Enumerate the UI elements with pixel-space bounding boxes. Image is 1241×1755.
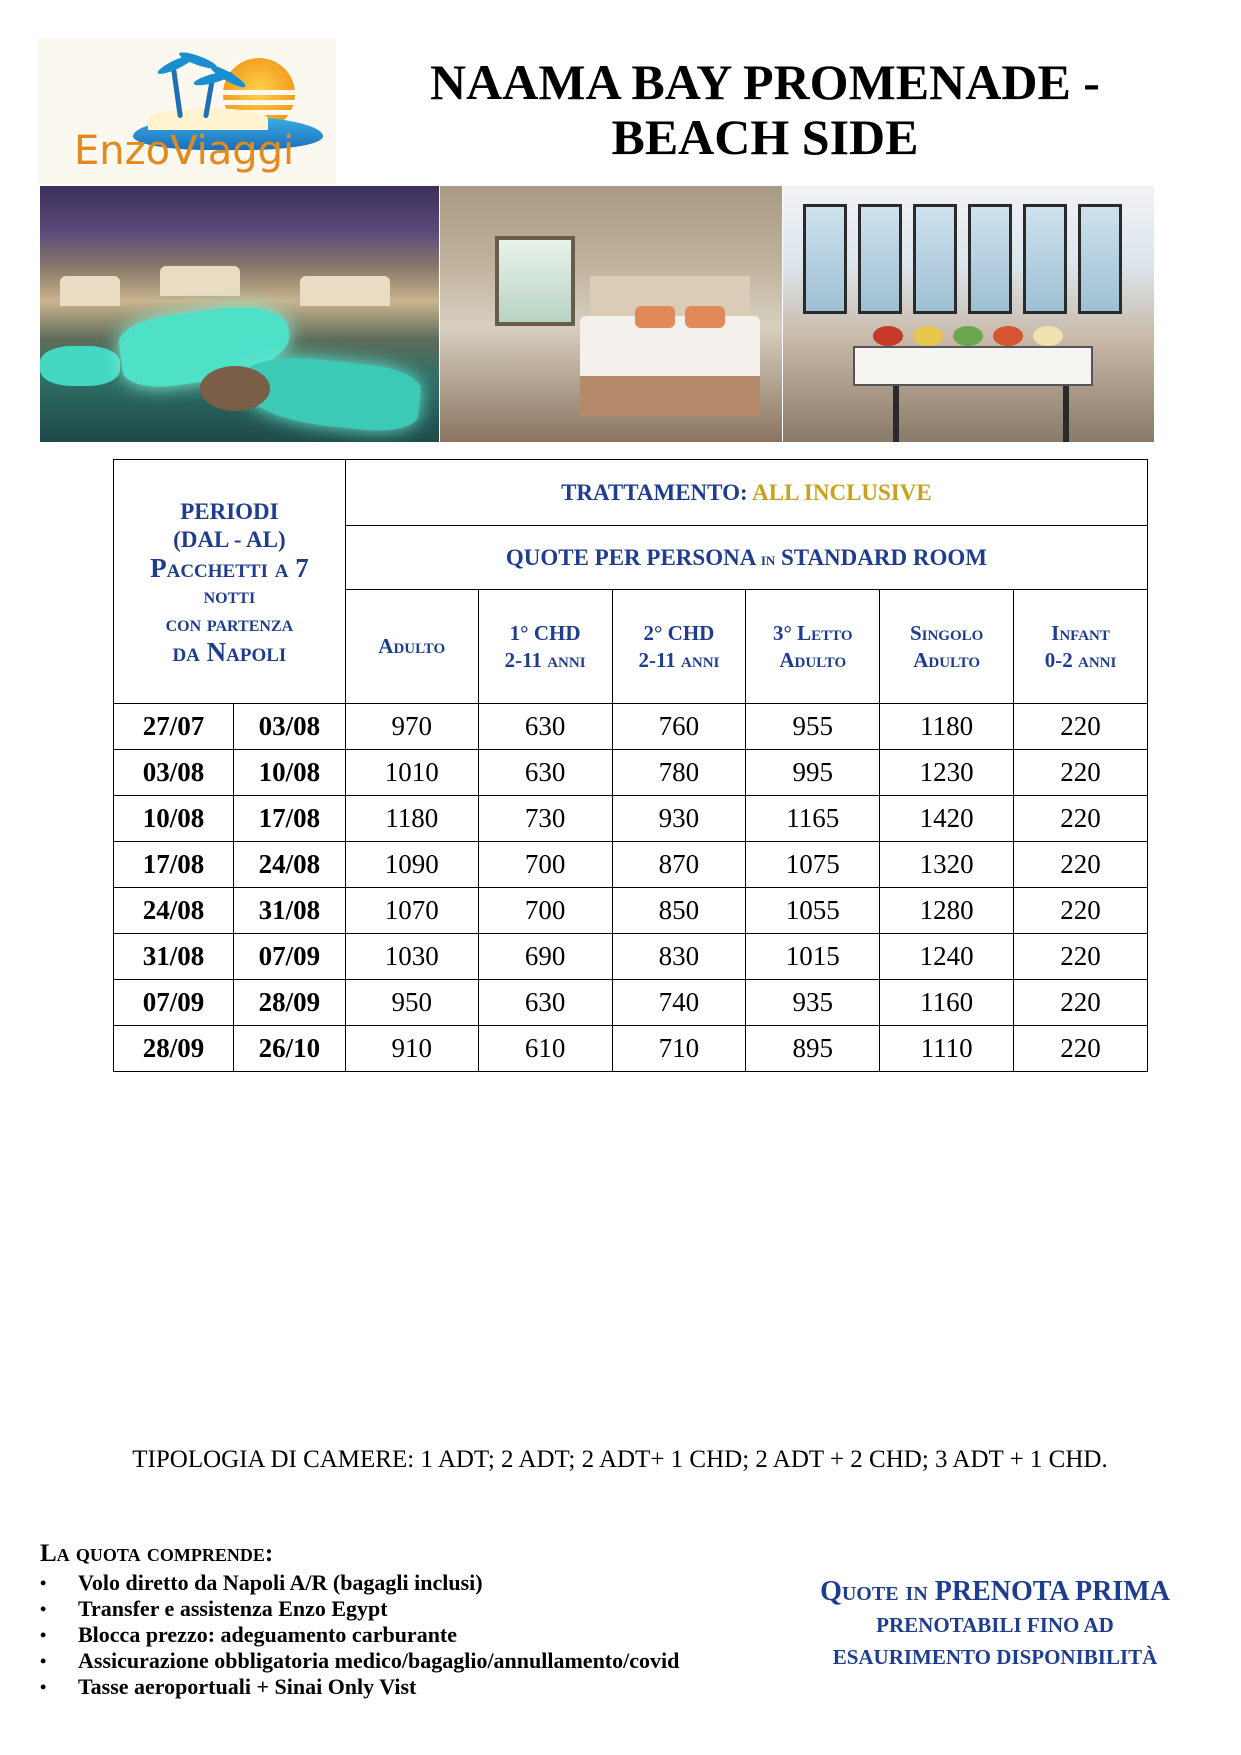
period-from: 31/08 (114, 934, 234, 980)
quote-header: QUOTE PER PERSONA in STANDARD ROOM (345, 526, 1147, 590)
price-cell: 710 (612, 1026, 746, 1072)
price-cell: 955 (746, 704, 880, 750)
photo-pool-night (40, 186, 439, 442)
list-item: • Tasse aeroportuali + Sinai Only Vist (40, 1674, 760, 1700)
price-cell: 1420 (880, 796, 1014, 842)
included-heading: La quota comprende: (40, 1540, 274, 1567)
price-cell: 1180 (345, 796, 478, 842)
price-cell: 1055 (746, 888, 880, 934)
period-from: 17/08 (114, 842, 234, 888)
price-cell: 730 (478, 796, 612, 842)
period-to: 03/08 (233, 704, 345, 750)
column-header: Infant 0-2 anni (1014, 590, 1148, 704)
trattamento-header: TRATTAMENTO: ALL INCLUSIVE (345, 460, 1147, 526)
table-row (114, 888, 1148, 934)
price-cell: 700 (478, 888, 612, 934)
period-to: 10/08 (233, 750, 345, 796)
price-cell: 995 (746, 750, 880, 796)
price-cell: 1230 (880, 750, 1014, 796)
included-list (40, 1570, 760, 1700)
price-cell: 1180 (880, 704, 1014, 750)
column-header: 1° CHD 2-11 anni (478, 590, 612, 704)
price-cell: 870 (612, 842, 746, 888)
period-to: 26/10 (233, 1026, 345, 1072)
period-to: 17/08 (233, 796, 345, 842)
price-cell: 220 (1014, 1026, 1148, 1072)
price-cell: 935 (746, 980, 880, 1026)
list-item: • Volo diretto da Napoli A/R (bagagli inclusi) (40, 1570, 760, 1596)
price-cell: 910 (345, 1026, 478, 1072)
title-line-1: NAAMA BAY PROMENADE - (430, 54, 1100, 110)
price-cell: 1240 (880, 934, 1014, 980)
column-header: 2° CHD 2-11 anni (612, 590, 746, 704)
column-header: 3° Letto Adulto (746, 590, 880, 704)
price-cell: 930 (612, 796, 746, 842)
price-cell: 220 (1014, 704, 1148, 750)
price-cell: 1160 (880, 980, 1014, 1026)
price-cell: 700 (478, 842, 612, 888)
price-cell: 830 (612, 934, 746, 980)
price-cell: 1010 (345, 750, 478, 796)
period-from: 27/07 (114, 704, 234, 750)
price-cell: 220 (1014, 980, 1148, 1026)
room-types-note: TIPOLOGIA DI CAMERE: 1 ADT; 2 ADT; 2 ADT+ 1 CHD; 2 ADT + 2 CHD; 3 ADT + 1 CHD. (132, 1446, 1108, 1473)
table-row (114, 980, 1148, 1026)
period-from: 07/09 (114, 980, 234, 1026)
price-cell: 1280 (880, 888, 1014, 934)
price-cell: 690 (478, 934, 612, 980)
column-header: Singolo Adulto (880, 590, 1014, 704)
column-header: Adulto (345, 590, 478, 704)
price-cell: 970 (345, 704, 478, 750)
price-cell: 220 (1014, 750, 1148, 796)
page-title (360, 55, 1170, 165)
price-cell: 1030 (345, 934, 478, 980)
table-row (114, 934, 1148, 980)
period-from: 28/09 (114, 1026, 234, 1072)
photo-buffet-restaurant (783, 186, 1154, 442)
table-row (114, 750, 1148, 796)
period-from: 03/08 (114, 750, 234, 796)
price-cell: 630 (478, 750, 612, 796)
title-line-2: BEACH SIDE (611, 109, 919, 165)
price-cell: 1070 (345, 888, 478, 934)
period-from: 10/08 (114, 796, 234, 842)
list-item: • Blocca prezzo: adeguamento carburante (40, 1622, 760, 1648)
table-row (114, 1026, 1148, 1072)
price-cell: 1110 (880, 1026, 1014, 1072)
table-row (114, 842, 1148, 888)
list-item: • Assicurazione obbligatoria medico/bagaglio/annullamento/covid (40, 1648, 760, 1674)
trattamento-value: ALL INCLUSIVE (752, 479, 932, 505)
period-from: 24/08 (114, 888, 234, 934)
period-to: 07/09 (233, 934, 345, 980)
price-cell: 1165 (746, 796, 880, 842)
period-to: 28/09 (233, 980, 345, 1026)
price-cell: 610 (478, 1026, 612, 1072)
price-cell: 630 (478, 980, 612, 1026)
period-to: 31/08 (233, 888, 345, 934)
period-to: 24/08 (233, 842, 345, 888)
included-section (40, 1540, 760, 1700)
price-cell: 1090 (345, 842, 478, 888)
price-cell: 220 (1014, 888, 1148, 934)
price-cell: 1015 (746, 934, 880, 980)
price-cell: 850 (612, 888, 746, 934)
price-cell: 1320 (880, 842, 1014, 888)
periodi-header: PERIODI (DAL - AL) Pacchetti a 7 notti con partenza da Napoli (114, 460, 346, 704)
price-cell: 220 (1014, 796, 1148, 842)
list-item: • Transfer e assistenza Enzo Egypt (40, 1596, 760, 1622)
enzoviaggi-logo (38, 38, 336, 184)
price-cell: 630 (478, 704, 612, 750)
table-row (114, 796, 1148, 842)
price-cell: 950 (345, 980, 478, 1026)
price-cell: 1075 (746, 842, 880, 888)
price-cell: 760 (612, 704, 746, 750)
price-table (113, 459, 1148, 1072)
price-cell: 895 (746, 1026, 880, 1072)
logo-text: EnzoViaggi (74, 128, 295, 174)
price-cell: 220 (1014, 842, 1148, 888)
prenota-prima-note: Quote in PRENOTA PRIMA PRENOTABILI FINO AD ESAURIMENTO DISPONIBILITÀ (820, 1576, 1170, 1669)
table-row (114, 704, 1148, 750)
photo-hotel-room (440, 186, 782, 442)
price-cell: 220 (1014, 934, 1148, 980)
price-cell: 740 (612, 980, 746, 1026)
price-cell: 780 (612, 750, 746, 796)
